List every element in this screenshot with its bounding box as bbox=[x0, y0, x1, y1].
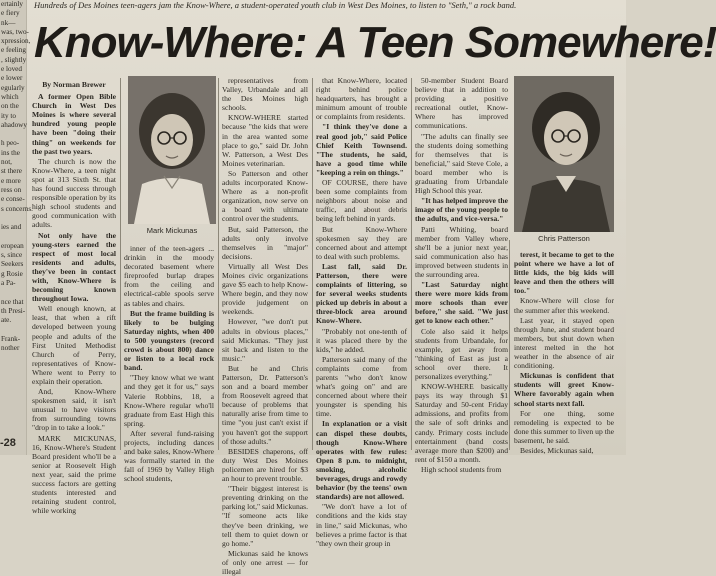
article-paragraph: Mickunas is confident that students will greet Know-Where favorably again when school starts next fall. bbox=[514, 371, 614, 408]
article-paragraph: But the frame building is likely to be bulging Saturday nights, when 400 to 500 youngsters (record crowd is about 800) dance or listen to a local rock band. bbox=[124, 308, 214, 373]
article-paragraph: "Last Saturday night there were more kids from more schools than ever before," she said. "We just get to know each other." bbox=[415, 280, 508, 326]
article-paragraph: MARK MICKUNAS, 16, Know-Where's Student Board president who'll be a senior at Roosevelt High next year, said the prime success factors are getting students interested and retaining student control, while working bbox=[32, 433, 116, 516]
gutter-fragment: ins the bbox=[1, 148, 20, 157]
article-column-5 bbox=[415, 76, 508, 474]
article-column-4 bbox=[316, 76, 407, 548]
article-paragraph: Last year, it stayed open through June, and student board members, but shut down when interest melted in the hot weather in the absence of air conditioning. bbox=[514, 315, 614, 371]
page-number: -28 bbox=[0, 437, 16, 449]
gutter-fragment: eropean bbox=[1, 241, 24, 250]
gutter-fragment: g Rosie bbox=[1, 269, 23, 278]
gutter-fragment: which bbox=[1, 92, 19, 101]
gutter-fragment: , slightly bbox=[1, 55, 27, 64]
article-paragraph: But Know-Where spokesmen say they are concerned about and attempt to deal with such problems. bbox=[316, 224, 407, 261]
column-rule bbox=[120, 78, 121, 450]
gutter-fragment: nother bbox=[1, 343, 20, 352]
article-paragraph: that Know-Where, located right behind police headquarters, has brought a minimum amount of trouble or complaints from residents. bbox=[316, 76, 407, 122]
article-paragraph: For one thing, some remodeling is expected to be done this summer to liven up the basement, he said. bbox=[514, 408, 614, 445]
article-paragraph: "We don't have a lot of conditions and the kids stay in line," said Mickunas, who believes a prime factor is that "they own their group in bbox=[316, 502, 407, 548]
article-paragraph: High school students from bbox=[421, 464, 502, 474]
article-paragraph: "I think they've done a real good job," said Police Chief Keith Townsend. "The students, he said, have a good time while "keeping a rein on things." bbox=[316, 122, 407, 177]
gutter-fragment bbox=[0, 214, 26, 223]
photo-caption-1: Mark Mickunas bbox=[146, 226, 198, 235]
article-paragraph: Not only have the young-sters earned the respect of most local residents and adults, they've been in contact with, Know-Where is becoming known throughout Iowa. bbox=[32, 230, 116, 304]
gutter-fragment: ity to bbox=[1, 111, 16, 120]
article-paragraph: And, Know-Where spokesmen said, it isn't unusual to have visitors from surrounding towns "drop in to take a look." bbox=[32, 387, 116, 433]
article-paragraph: inner of the teen-agers ... drinkin in the moody decorated basement where fireproofed burlap drapes from the ceiling and electrical-cable spools serve as tables and chairs. bbox=[124, 244, 214, 308]
gutter-fragment: e fiery bbox=[1, 9, 20, 18]
gutter-fragment: Seekers bbox=[1, 260, 24, 269]
article-paragraph: However, "we don't put adults in obvious places," said Mickunas. "They just sit back and listen to the music." bbox=[222, 317, 308, 363]
article-paragraph: So Patterson and other adults incorporated Know-Where as a non-profit organization, now serve on a board with ultimate control over the students. bbox=[222, 168, 308, 224]
article-paragraph: Patti Whiting, board member from Valley where she'll be a junior next year, said communication also has improved between students in the surrounding area. bbox=[415, 224, 508, 279]
article-paragraph: OF COURSE, there have been some complaints from neighbors about noise and traffic, and about debris being left behind in yards. bbox=[316, 178, 407, 224]
photo-caption-topline: Hundreds of Des Moines teen-agers jam the Know-Where, a student-operated youth club in West Des Moines, to listen to "Seth," a rock band. bbox=[34, 0, 517, 10]
article-paragraph: Cole also said it helps students from Urbandale, for example, get away from "thinking of East as just a school over there. It personalizes everything." bbox=[415, 326, 508, 381]
gutter-fragment: th Presi- bbox=[1, 306, 26, 315]
gutter-fragment: Frank- bbox=[1, 334, 21, 343]
gutter-fragment: not, bbox=[1, 158, 12, 167]
article-paragraph: Mickunas said he knows of only one arrest — for illegal bbox=[222, 548, 308, 576]
article-paragraph: The church is now the Know-Where, a teen night spot at 313 Sixth St. that has found success through responsible operation by its high school students and good communication with adults. bbox=[32, 156, 116, 230]
gutter-fragment: e loved bbox=[1, 65, 22, 74]
article-column-3 bbox=[222, 76, 308, 576]
portrait-photo-chris bbox=[514, 76, 614, 232]
article-paragraph: "It has helped improve the image of the young people to the adults, and vice-versa." bbox=[415, 196, 508, 224]
gutter-fragment: h peo- bbox=[1, 139, 20, 148]
previous-page-gutter bbox=[0, 0, 33, 455]
article-paragraph: In explanation or a visit can dispel these doubts, though Know-Where operates with few rules: Open 8 p.m. to midnight, smoking, alcoholic beverages, drugs and rowdy behavior (by the teens' own standards) are not allowed. bbox=[316, 419, 407, 502]
gutter-fragment: nk— bbox=[1, 18, 16, 27]
article-column-2 bbox=[124, 244, 214, 484]
gutter-fragment: ertainly bbox=[1, 0, 23, 8]
article-paragraph: But he and Chris Patterson, Dr. Patterson's son and a board member from Roosevelt agreed that because of problems that naturally arise from time to time "you just can't exist if you haven't got the support of those adults." bbox=[222, 363, 308, 446]
column-rule bbox=[509, 240, 510, 450]
article-paragraph: But, said Patterson, the adults only involve themselves in "major" decisions. bbox=[222, 224, 308, 261]
article-paragraph: After several fund-raising projects, including dances and bake sales, Know-Where was formally started in the fall of 1969 by Valley High school students, bbox=[124, 428, 214, 484]
gutter-fragment: ate. bbox=[1, 316, 12, 325]
byline: By Norman Brewer bbox=[42, 80, 106, 89]
article-paragraph: Last fall, said Dr. Patterson, there were complaints of littering, so for several weeks students picked up debris in about a three-block area around Know-Where. bbox=[316, 261, 407, 326]
article-paragraph: A former Open Bible Church in West Des Moines is where several hundred young people have been "doing their thing" on weekends for the past two years. bbox=[32, 92, 116, 156]
column-rule bbox=[218, 78, 219, 450]
gutter-fragment: a Pa- bbox=[1, 278, 16, 287]
gutter-fragment bbox=[0, 130, 26, 139]
gutter-fragment bbox=[0, 325, 26, 334]
article-column-6 bbox=[514, 250, 614, 455]
gutter-fragment: xpression, bbox=[1, 37, 31, 46]
article-paragraph: Patterson said many of the complaints come from parents "who don't know what's going on" and are concerned about where their youngster is spending his time. bbox=[316, 354, 407, 419]
gutter-fragment: s concerns. bbox=[1, 204, 33, 213]
article-paragraph: KNOW-WHERE basically pays its way through $1 Saturday and 50-cent Friday admissions, and profits from the sale of soft drinks and candy. Primary costs include entertainment (band costs average more than $200) and rent of $150 a month. bbox=[415, 382, 508, 464]
article-column-1 bbox=[32, 76, 116, 516]
gutter-fragment: st there bbox=[1, 167, 22, 176]
gutter-fragment: ress on bbox=[1, 185, 22, 194]
gutter-fragment: egularly bbox=[1, 83, 25, 92]
article-paragraph: BESIDES chaperons, off duty West Des Moines policemen are hired for $3 an hour to prevent trouble. bbox=[222, 446, 308, 484]
gutter-fragment: nce that bbox=[1, 297, 24, 306]
article-paragraph: "They know what we want and they get it for us," says Valerie Robbins, 18, a Know-Where regular who'll graduate from East High this spring. bbox=[124, 373, 214, 428]
gutter-fragment: ies and bbox=[1, 223, 22, 232]
gutter-fragment: was, two- bbox=[1, 27, 29, 36]
portrait-photo-mark bbox=[128, 76, 216, 224]
article-paragraph: Virtually all West Des Moines civic organizations gave $5 each to help Know-Where begin, and they now provide judgement on weekends. bbox=[222, 261, 308, 317]
article-paragraph: "The adults can finally see the students doing something for themselves that is beneficial," said Steve Cole, a board member who is graduating from Urbandale High School this year. bbox=[415, 131, 508, 196]
article-paragraph: "Probably not one-tenth of it was placed there by the kids," he added. bbox=[316, 326, 407, 354]
column-rule bbox=[411, 78, 412, 450]
photo-caption-2: Chris Patterson bbox=[538, 234, 590, 243]
article-paragraph: representatives from Valley, Urbandale and all the Des Moines high schools. bbox=[222, 76, 308, 113]
article-paragraph: Besides, Mickunas said, bbox=[520, 445, 594, 455]
article-paragraph: 50-member Student Board believe that in addition to providing a positive recreational outlet, Know-Where has improved communications. bbox=[415, 76, 508, 131]
gutter-fragment: e more bbox=[1, 176, 21, 185]
gutter-fragment: e feeling bbox=[1, 46, 26, 55]
gutter-fragment: ahadowy bbox=[1, 120, 27, 129]
article-paragraph: KNOW-WHERE started because "the kids that were in the area wanted some place to go," said Dr. John W. Patterson, a West Des Moines veterinarian. bbox=[222, 113, 308, 168]
gutter-fragment: on the bbox=[1, 102, 19, 111]
gutter-fragment: e lower bbox=[1, 74, 23, 83]
article-paragraph: "Their biggest interest is preventing drinking on the parking lot," said Mickunas. "If someone acts like they've been drinking, we tell them to quiet down or go home." bbox=[222, 484, 308, 548]
gutter-fragment: e conse- bbox=[1, 195, 25, 204]
column-rule bbox=[312, 78, 313, 450]
page-headline: Know-Where: A Teen Somewhere! bbox=[34, 18, 716, 67]
gutter-fragment bbox=[0, 232, 26, 241]
article-paragraph: Know-Where will close for the summer after this weekend. bbox=[514, 296, 614, 315]
article-paragraph: terest, it became to get to the point where we have a lot of little kids, the big kids will leave and then the others will too." bbox=[514, 250, 614, 296]
gutter-fragment bbox=[0, 288, 26, 297]
article-paragraph: Well enough known, at least, that when a rift developed between young people and adults of the First United Methodist Church of Perry, representatives of Know-Where went to Perry to explain their operation. bbox=[32, 304, 116, 386]
gutter-fragment: s, since bbox=[1, 251, 23, 260]
